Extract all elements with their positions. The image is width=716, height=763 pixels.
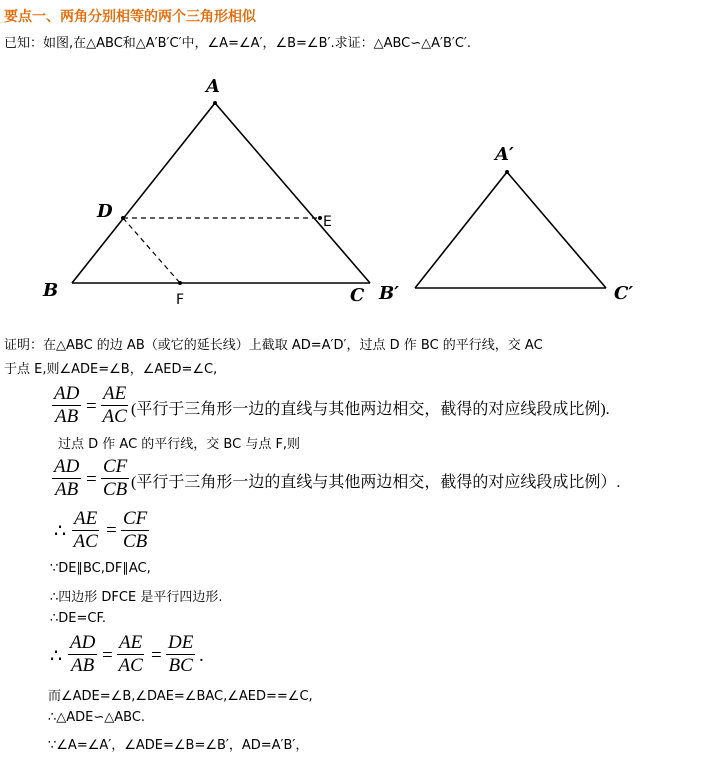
section-title: 要点一、两角分别相等的两个三角形相似 [4, 9, 256, 25]
eq2-equals: = [86, 469, 97, 490]
label-a-prime: A′ [495, 144, 514, 165]
proof-line-2: 于点 E,则∠ADE=∠B，∠AED=∠C, [4, 362, 218, 377]
proof-line-5: ∴四边形 DFCE 是平行四边形. [50, 590, 223, 605]
eq1-rhs-fraction: $\frac{AE}{AC}$ [102, 383, 127, 427]
label-b-prime: B′ [379, 283, 399, 304]
eq2-reason: (平行于三角形一边的直线与其他两边相交，截得的对应线段成比例）. [131, 474, 621, 491]
proof-line-7: 而∠ADE=∠B,∠DAE=∠BAC,∠AED==∠C, [48, 689, 313, 704]
label-e: E [323, 214, 332, 230]
geometry-diagram [0, 62, 716, 324]
proof-line-4: ∵DE∥BC,DF∥AC, [50, 561, 151, 576]
label-b: B [43, 280, 59, 301]
proof-line-6: ∴DE=CF. [50, 611, 106, 626]
triangle-abc [72, 103, 370, 283]
eq4-fraction-3: $\frac{DE}{BC}$ [168, 632, 194, 676]
eq1-lhs-fraction: $\frac{AD}{AB}$ [54, 383, 80, 427]
eq3-equals: = [106, 520, 117, 541]
eq3-lhs-fraction: $\frac{AE}{AC}$ [73, 508, 98, 552]
label-c: C [350, 285, 365, 306]
eq3-rhs-fraction: $\frac{CF}{CB}$ [123, 508, 148, 552]
proof-line-1: 证明：在△ABC 的边 AB（或它的延长线）上截取 AD=A′D′，过点 D 作 BC 的平行线，交 AC [4, 338, 543, 353]
eq2-lhs-fraction: $\frac{AD}{AB}$ [54, 456, 80, 500]
label-c-prime: C′ [614, 283, 634, 304]
proof-line-3: 过点 D 作 AC 的平行线，交 BC 与点 F,则 [58, 437, 301, 452]
label-a: A [206, 76, 220, 97]
given-statement: 已知：如图,在△ABC和△A′B′C′中，∠A=∠A′，∠B=∠B′.求证：△ABC∽△A′B′C′. [4, 36, 472, 51]
eq3-therefore: ∴ [54, 521, 67, 542]
eq1-reason: (平行于三角形一边的直线与其他两边相交，截得的对应线段成比例). [131, 401, 610, 418]
eq1-equals: = [86, 396, 97, 417]
eq4-period: . [199, 645, 204, 666]
proof-line-8: ∴△ADE∽△ABC. [48, 710, 146, 725]
eq4-therefore: ∴ [50, 646, 63, 667]
triangle-a1b1c1 [415, 172, 606, 288]
eq4-fraction-1: $\frac{AD}{AB}$ [70, 632, 96, 676]
proof-line-9: ∵∠A=∠A′，∠ADE=∠B=∠B′，AD=A′B′， [48, 738, 309, 753]
eq2-rhs-fraction: $\frac{CF}{CB}$ [103, 456, 128, 500]
segment-df [123, 218, 180, 283]
label-d: D [97, 201, 113, 222]
eq4-equals-1: = [102, 645, 113, 666]
eq4-fraction-2: $\frac{AE}{AC}$ [118, 632, 143, 676]
label-f: F [176, 292, 185, 308]
eq4-equals-2: = [151, 645, 162, 666]
